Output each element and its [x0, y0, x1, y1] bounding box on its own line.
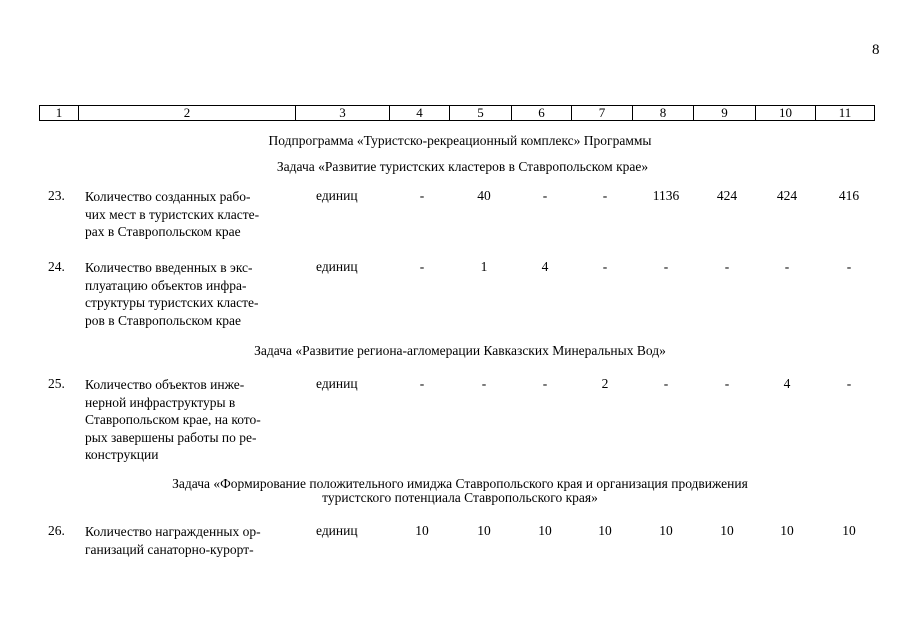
row-value: 10: [477, 523, 491, 538]
row-value: -: [542, 376, 548, 391]
row-units: единиц: [316, 188, 358, 203]
column-header: 3: [296, 106, 390, 121]
row-value: 10: [415, 523, 429, 538]
row-value: -: [602, 188, 608, 203]
row-number: 24.: [48, 259, 65, 274]
row-description: Количество созданных рабо- чих мест в туристских класте- рах в Ставропольском крае: [85, 189, 260, 239]
column-header: 9: [694, 106, 756, 121]
row-value: -: [784, 259, 790, 274]
row-value: -: [602, 259, 608, 274]
row-value: -: [481, 376, 487, 391]
task-title: Задача «Развитие туристских кластеров в Ставропольском крае»: [276, 159, 649, 174]
row-units: единиц: [316, 259, 358, 274]
row-value: -: [846, 376, 852, 391]
row-value: 424: [776, 188, 798, 203]
row-description: Количество объектов инже- нерной инфраструктуры в Ставропольском крае, на кото- рых завершены работы по ре- конструкции: [85, 377, 261, 462]
row-value: -: [419, 188, 425, 203]
column-header: 7: [572, 106, 633, 121]
task-title: Задача «Формирование положительного имиджа Ставропольского края и организация продвижения туристского потенциала Ставропольского края»: [172, 476, 748, 505]
page-number: 8: [872, 42, 880, 58]
row-value: -: [724, 259, 730, 274]
row-value: 4: [541, 259, 549, 274]
row-value: -: [724, 376, 730, 391]
row-value: -: [663, 259, 669, 274]
row-description: Количество награжденных ор- ганизаций санаторно-курорт-: [85, 524, 261, 557]
row-value: 4: [783, 376, 791, 391]
column-header: 11: [816, 106, 875, 121]
row-value: -: [419, 259, 425, 274]
row-value: 10: [720, 523, 734, 538]
row-value: 10: [538, 523, 552, 538]
row-number: 23.: [48, 188, 65, 203]
row-value: 10: [780, 523, 794, 538]
row-value: -: [542, 188, 548, 203]
column-header: 10: [756, 106, 816, 121]
subprogram-title: Подпрограмма «Туристско-рекреационный комплекс» Программы: [268, 133, 652, 148]
row-value: 10: [598, 523, 612, 538]
row-value: -: [846, 259, 852, 274]
row-units: единиц: [316, 523, 358, 538]
row-value: 10: [842, 523, 856, 538]
row-value: 1: [480, 259, 488, 274]
column-number-header: [39, 105, 875, 121]
row-units: единиц: [316, 376, 358, 391]
row-value: 424: [716, 188, 738, 203]
row-description: Количество введенных в экс- плуатацию объектов инфра- структуры туристских класте- ров в Ставропольском крае: [85, 260, 259, 328]
column-header: 4: [390, 106, 450, 121]
column-header: 1: [40, 106, 79, 121]
row-value: 10: [659, 523, 673, 538]
row-value: -: [663, 376, 669, 391]
task-title: Задача «Развитие региона-агломерации Кавказских Минеральных Вод»: [254, 343, 666, 358]
column-header: 8: [633, 106, 694, 121]
row-number: 26.: [48, 523, 65, 538]
row-number: 25.: [48, 376, 65, 391]
row-value: 1136: [652, 188, 680, 203]
column-header: 5: [450, 106, 512, 121]
row-value: -: [419, 376, 425, 391]
row-value: 2: [601, 376, 609, 391]
column-header: 6: [512, 106, 572, 121]
row-value: 40: [477, 188, 491, 203]
column-header: 2: [79, 106, 296, 121]
row-value: 416: [838, 188, 860, 203]
